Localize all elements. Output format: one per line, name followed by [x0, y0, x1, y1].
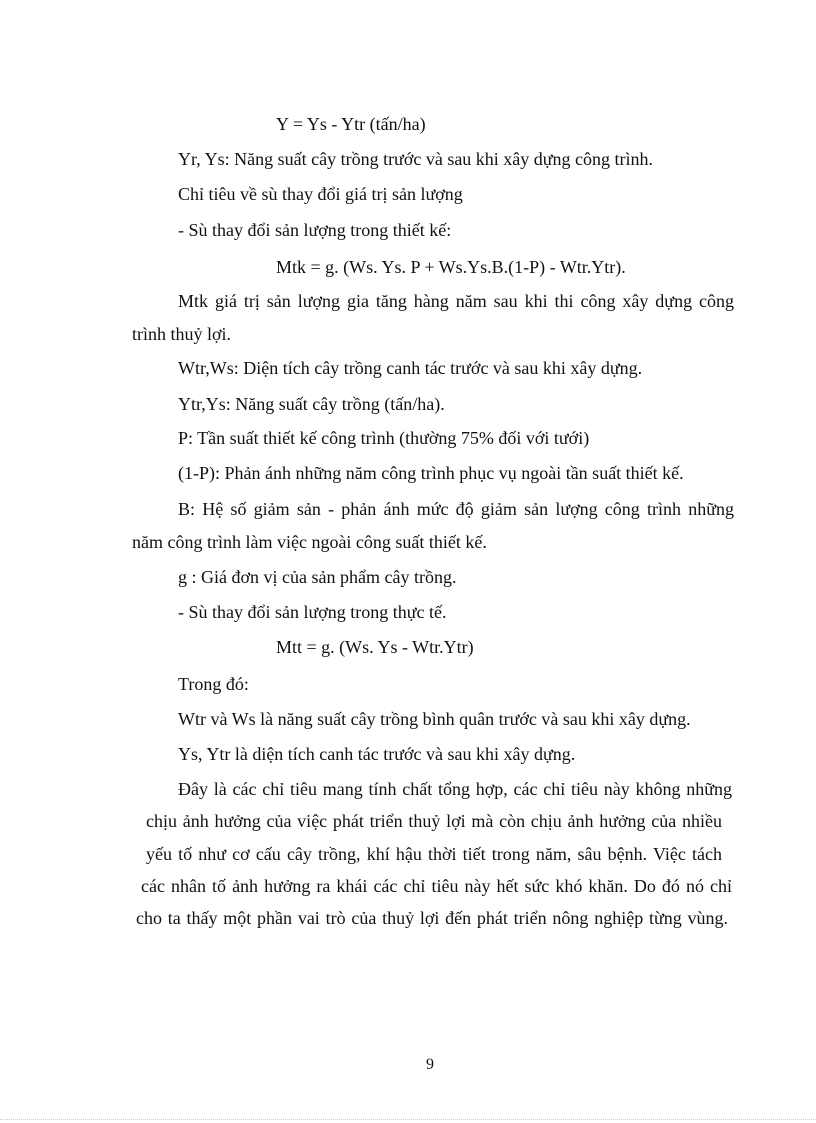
text-line: Wtr và Ws là năng suất cây trồng bình quân trước và sau khi xây dựng.	[178, 709, 691, 729]
text-line: Wtr,Ws: Diện tích cây trồng canh tác trước và sau khi xây dựng.	[178, 358, 643, 378]
page-number: 9	[426, 1056, 434, 1073]
formula-mtk: Mtk = g. (Ws. Ys. P + Ws.Ys.B.(1-P) - Wtr.Ytr).	[276, 257, 626, 277]
page-bottom-edge	[0, 1119, 816, 1120]
text-line: Đây là các chỉ tiêu mang tính chất tổng hợp, các chỉ tiêu này không những	[178, 779, 732, 799]
text-line: Chỉ tiêu về sù thay đổi giá trị sản lượng	[178, 184, 463, 204]
text-line: chịu ảnh hưởng của việc phát triển thuỷ lợi mà còn chịu ảnh hưởng của nhiều	[146, 811, 722, 831]
text-line: cho ta thấy một phần vai trò của thuỷ lợi đến phát triển nông nghiệp từng vùng.	[136, 908, 728, 928]
formula-mtt: Mtt = g. (Ws. Ys - Wtr.Ytr)	[276, 637, 474, 657]
text-line: Ys, Ytr là diện tích canh tác trước và sau khi xây dựng.	[178, 744, 576, 764]
text-line: các nhân tố ảnh hưởng ra khái các chỉ tiêu này hết sức khó khăn. Do đó nó chỉ	[141, 876, 732, 896]
formula-y: Y = Ys - Ytr (tấn/ha)	[276, 114, 426, 134]
text-line: - Sù thay đổi sản lượng trong thiết kế:	[178, 220, 452, 240]
text-line: B: Hệ số giảm sản - phản ánh mức độ giảm sản lượng công trình những	[178, 499, 734, 519]
text-line: trình thuỷ lợi.	[132, 324, 232, 344]
text-line: Yr, Ys: Năng suất cây trồng trước và sau khi xây dựng công trình.	[178, 149, 654, 169]
text-line: (1-P): Phản ánh những năm công trình phục vụ ngoài tần suất thiết kế.	[178, 463, 684, 483]
text-line: g : Giá đơn vị của sản phẩm cây trồng.	[178, 567, 457, 587]
text-line: Trong đó:	[178, 674, 249, 694]
text-line: Ytr,Ys: Năng suất cây trồng (tấn/ha).	[178, 394, 445, 414]
text-line: - Sù thay đổi sản lượng trong thực tế.	[178, 602, 447, 622]
text-line: P: Tần suất thiết kế công trình (thường 75% đối với tưới)	[178, 428, 590, 448]
text-line: Mtk giá trị sản lượng gia tăng hàng năm sau khi thi công xây dựng công	[178, 291, 734, 311]
text-line: yếu tố như cơ cấu cây trồng, khí hậu thời tiết trong năm, sâu bệnh. Việc tách	[146, 844, 722, 864]
text-line: năm công trình làm việc ngoài công suất thiết kế.	[132, 532, 487, 552]
